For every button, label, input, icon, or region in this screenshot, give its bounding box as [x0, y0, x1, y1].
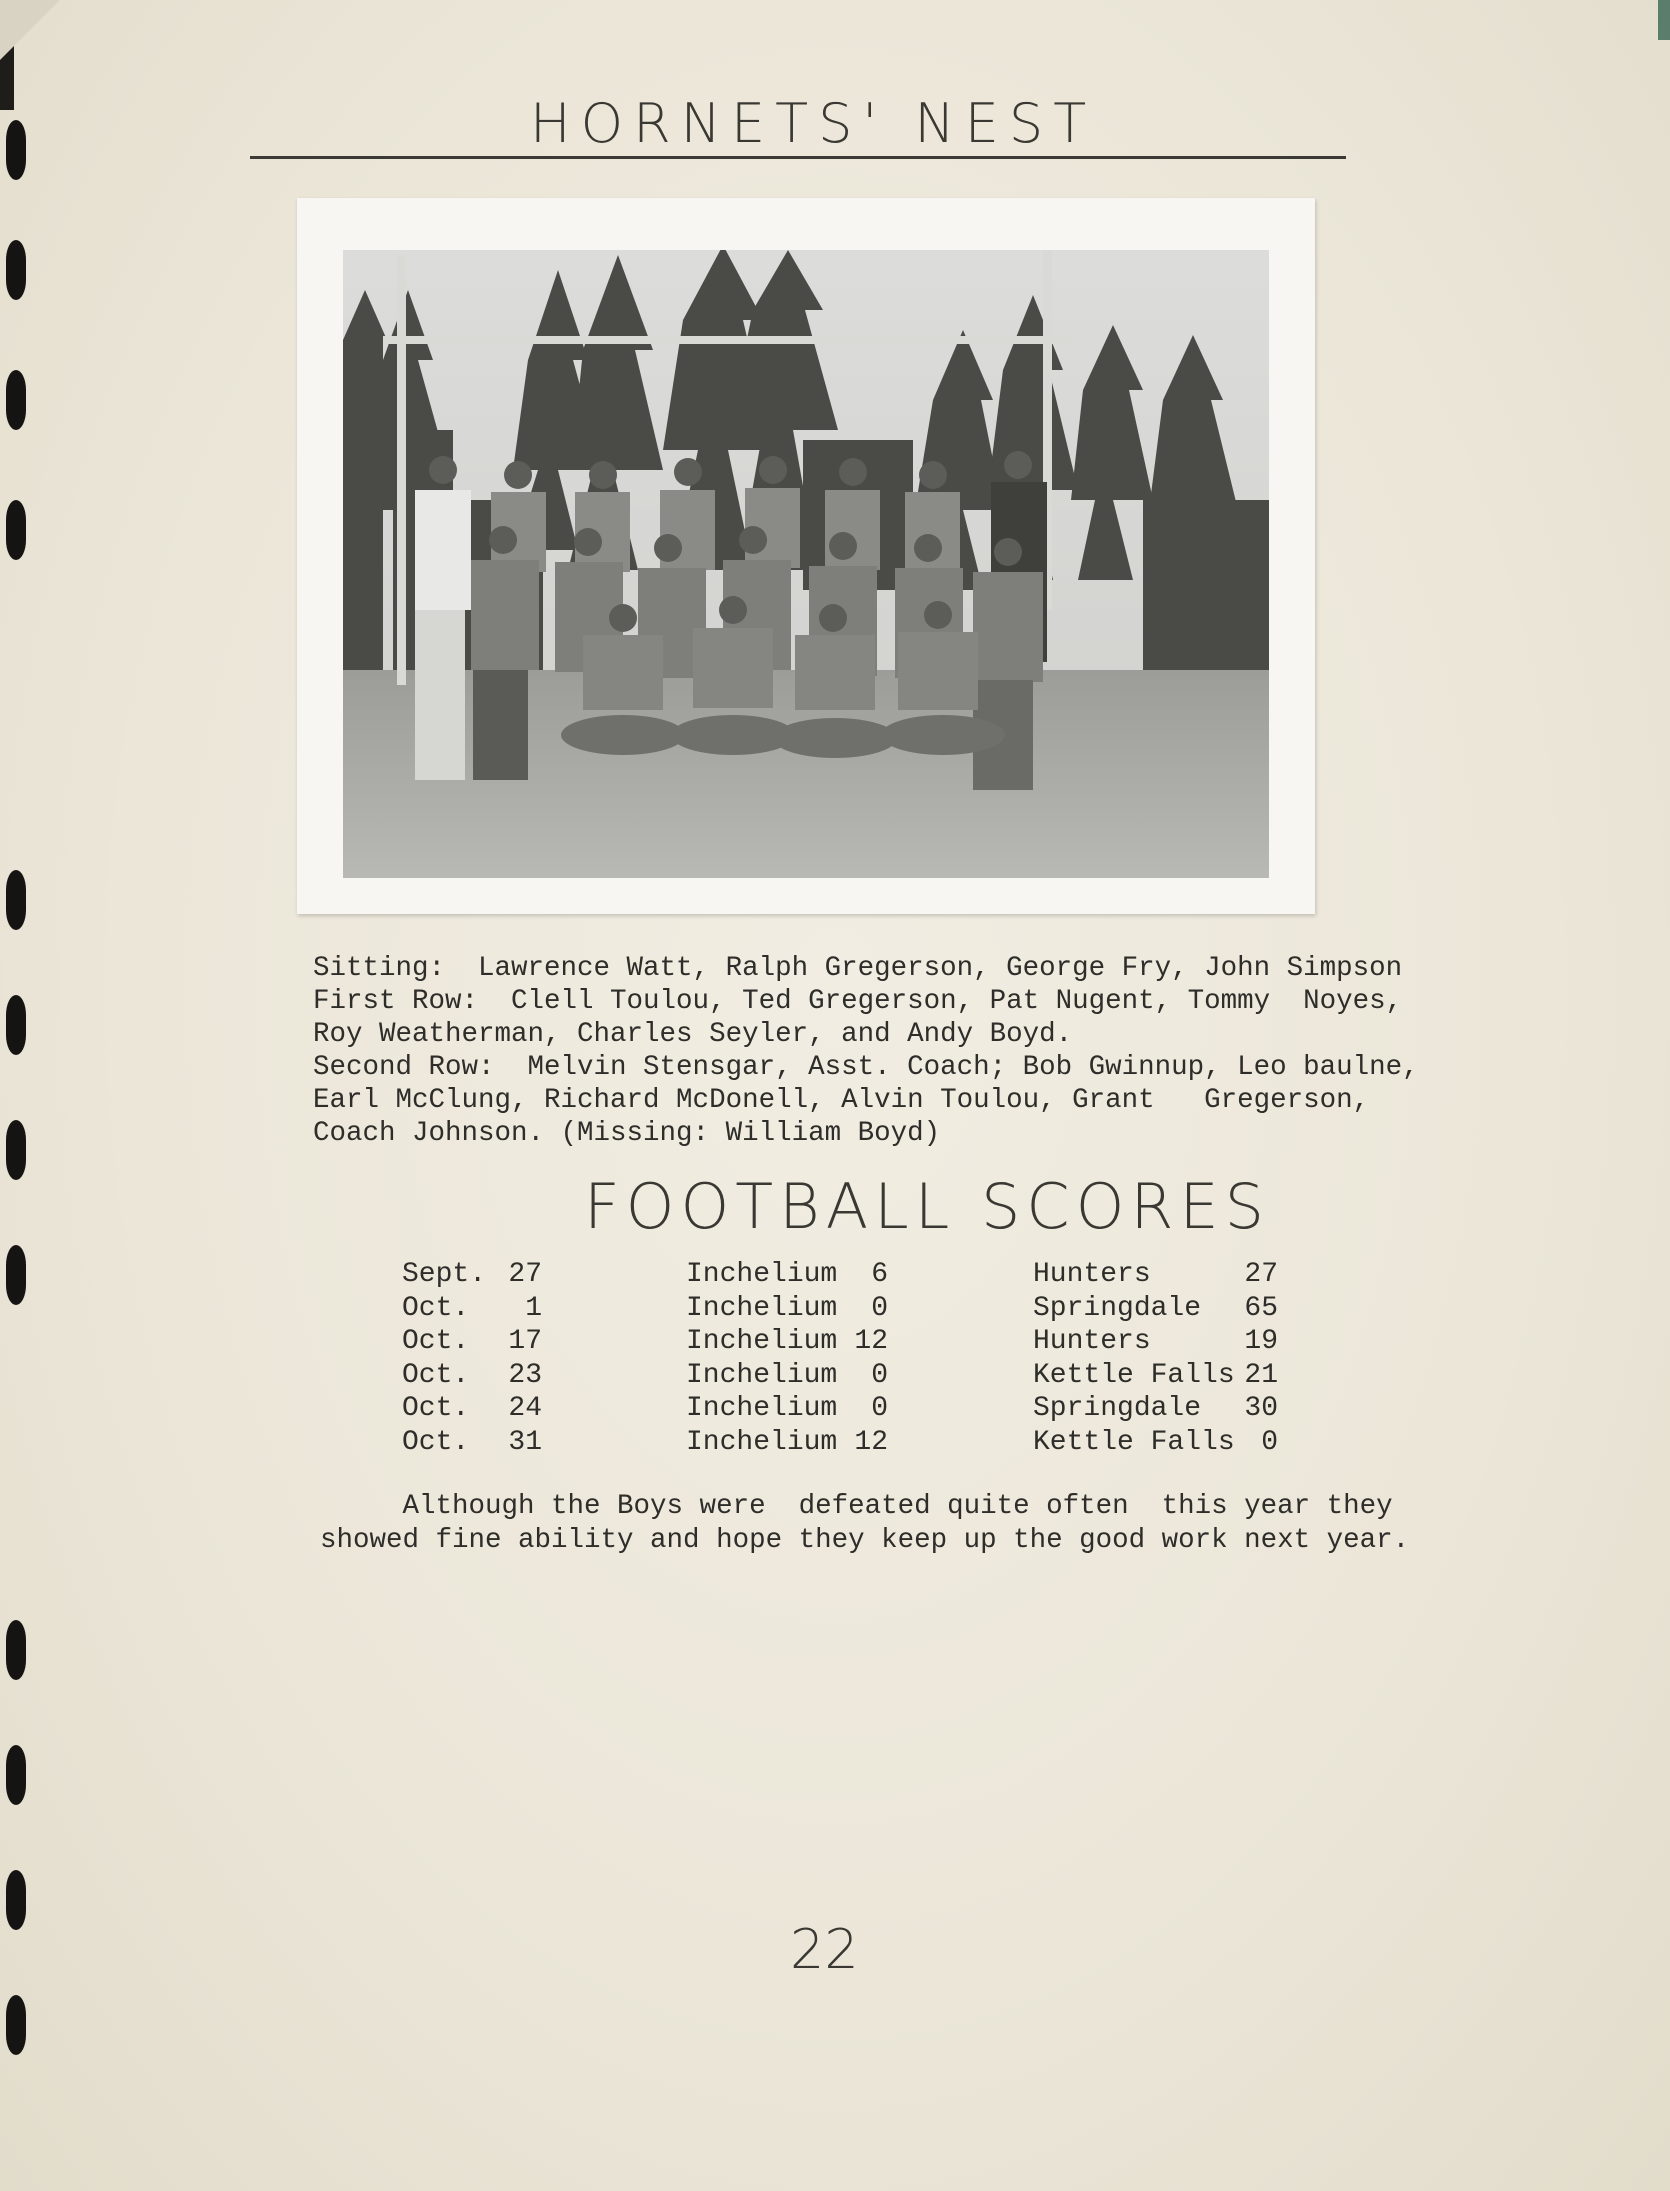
scores-table [400, 1258, 1320, 1459]
game-day: 17 [508, 1326, 542, 1357]
opponent-score: 21 [1244, 1359, 1278, 1391]
game-month: Sept. [402, 1259, 487, 1290]
opponent-score: 0 [1261, 1426, 1278, 1458]
game-month: Oct. [402, 1292, 470, 1324]
cover-edge [1658, 0, 1670, 40]
closing-line: Although the Boys were defeated quite often this year they [320, 1491, 1393, 1522]
score-row [400, 1292, 1320, 1326]
binding-hole [6, 370, 26, 430]
home-team: Inchelium [686, 1393, 838, 1424]
score-row [400, 1359, 1320, 1393]
game-month: Oct. [402, 1426, 470, 1458]
binding-hole [6, 500, 26, 560]
binding-hole [6, 870, 26, 930]
game-day: 1 [525, 1292, 542, 1324]
caption-line: Coach Johnson. (Missing: William Boyd) [313, 1118, 941, 1149]
closing-paragraph [320, 1490, 1440, 1558]
binding-hole [6, 1995, 26, 2055]
title-underline [250, 156, 1346, 159]
score-row [400, 1325, 1320, 1359]
game-month: Oct. [402, 1393, 470, 1424]
binding-hole [6, 1620, 26, 1680]
caption-line: Second Row: Melvin Stensgar, Asst. Coach; Bob Gwinnup, Leo baulne, [313, 1052, 1419, 1083]
team-photo-icon [343, 250, 1269, 878]
photo-mount [297, 198, 1315, 914]
opponent-score: 19 [1244, 1326, 1278, 1357]
game-day: 24 [508, 1393, 542, 1424]
opponent-score: 27 [1244, 1259, 1278, 1290]
game-day: 27 [508, 1259, 542, 1290]
home-score: 0 [871, 1393, 888, 1424]
game-day: 31 [508, 1426, 542, 1458]
opponent-team: Springdale [1033, 1292, 1202, 1324]
binding-hole [6, 1745, 26, 1805]
binding-hole [6, 1870, 26, 1930]
opponent-team: Springdale [1033, 1393, 1202, 1424]
home-team: Inchelium [686, 1359, 838, 1391]
game-month: Oct. [402, 1326, 470, 1357]
page-number: 22 [790, 1918, 859, 1981]
home-score: 12 [854, 1426, 888, 1458]
page-title: HORNETS' NEST [530, 92, 1097, 155]
home-score: 0 [871, 1292, 888, 1324]
home-team: Inchelium [686, 1426, 838, 1458]
home-team: Inchelium [686, 1292, 838, 1324]
home-score: 6 [871, 1259, 888, 1290]
opponent-team: Hunters [1033, 1326, 1151, 1357]
caption-line: Sitting: Lawrence Watt, Ralph Gregerson, George Fry, John Simpson [313, 953, 1403, 984]
folded-corner [0, 0, 60, 60]
score-row [400, 1392, 1320, 1426]
caption-line: First Row: Clell Toulou, Ted Gregerson, Pat Nugent, Tommy Noyes, [313, 986, 1403, 1017]
home-score: 0 [871, 1359, 888, 1391]
score-row [400, 1426, 1320, 1460]
binding-hole [6, 1120, 26, 1180]
opponent-score: 65 [1244, 1292, 1278, 1324]
game-day: 23 [508, 1359, 542, 1391]
binding-hole [6, 120, 26, 180]
score-row [400, 1258, 1320, 1292]
opponent-team: Kettle Falls [1033, 1426, 1235, 1458]
home-team: Inchelium [686, 1326, 838, 1357]
opponent-team: Kettle Falls [1033, 1359, 1235, 1391]
caption-line: Roy Weatherman, Charles Seyler, and Andy Boyd. [313, 1019, 1073, 1050]
binding-hole [6, 1245, 26, 1305]
opponent-team: Hunters [1033, 1259, 1151, 1290]
home-team: Inchelium [686, 1259, 838, 1290]
closing-line: showed fine ability and hope they keep up the good work next year. [320, 1525, 1410, 1556]
home-score: 12 [854, 1326, 888, 1357]
opponent-score: 30 [1244, 1393, 1278, 1424]
game-month: Oct. [402, 1359, 470, 1391]
binding-hole [6, 995, 26, 1055]
binding-hole [6, 240, 26, 300]
photo-caption [313, 952, 1433, 1150]
scores-heading: FOOTBALL SCORES [584, 1170, 1270, 1243]
caption-line: Earl McClung, Richard McDonell, Alvin Toulou, Grant Gregerson, [313, 1085, 1370, 1116]
